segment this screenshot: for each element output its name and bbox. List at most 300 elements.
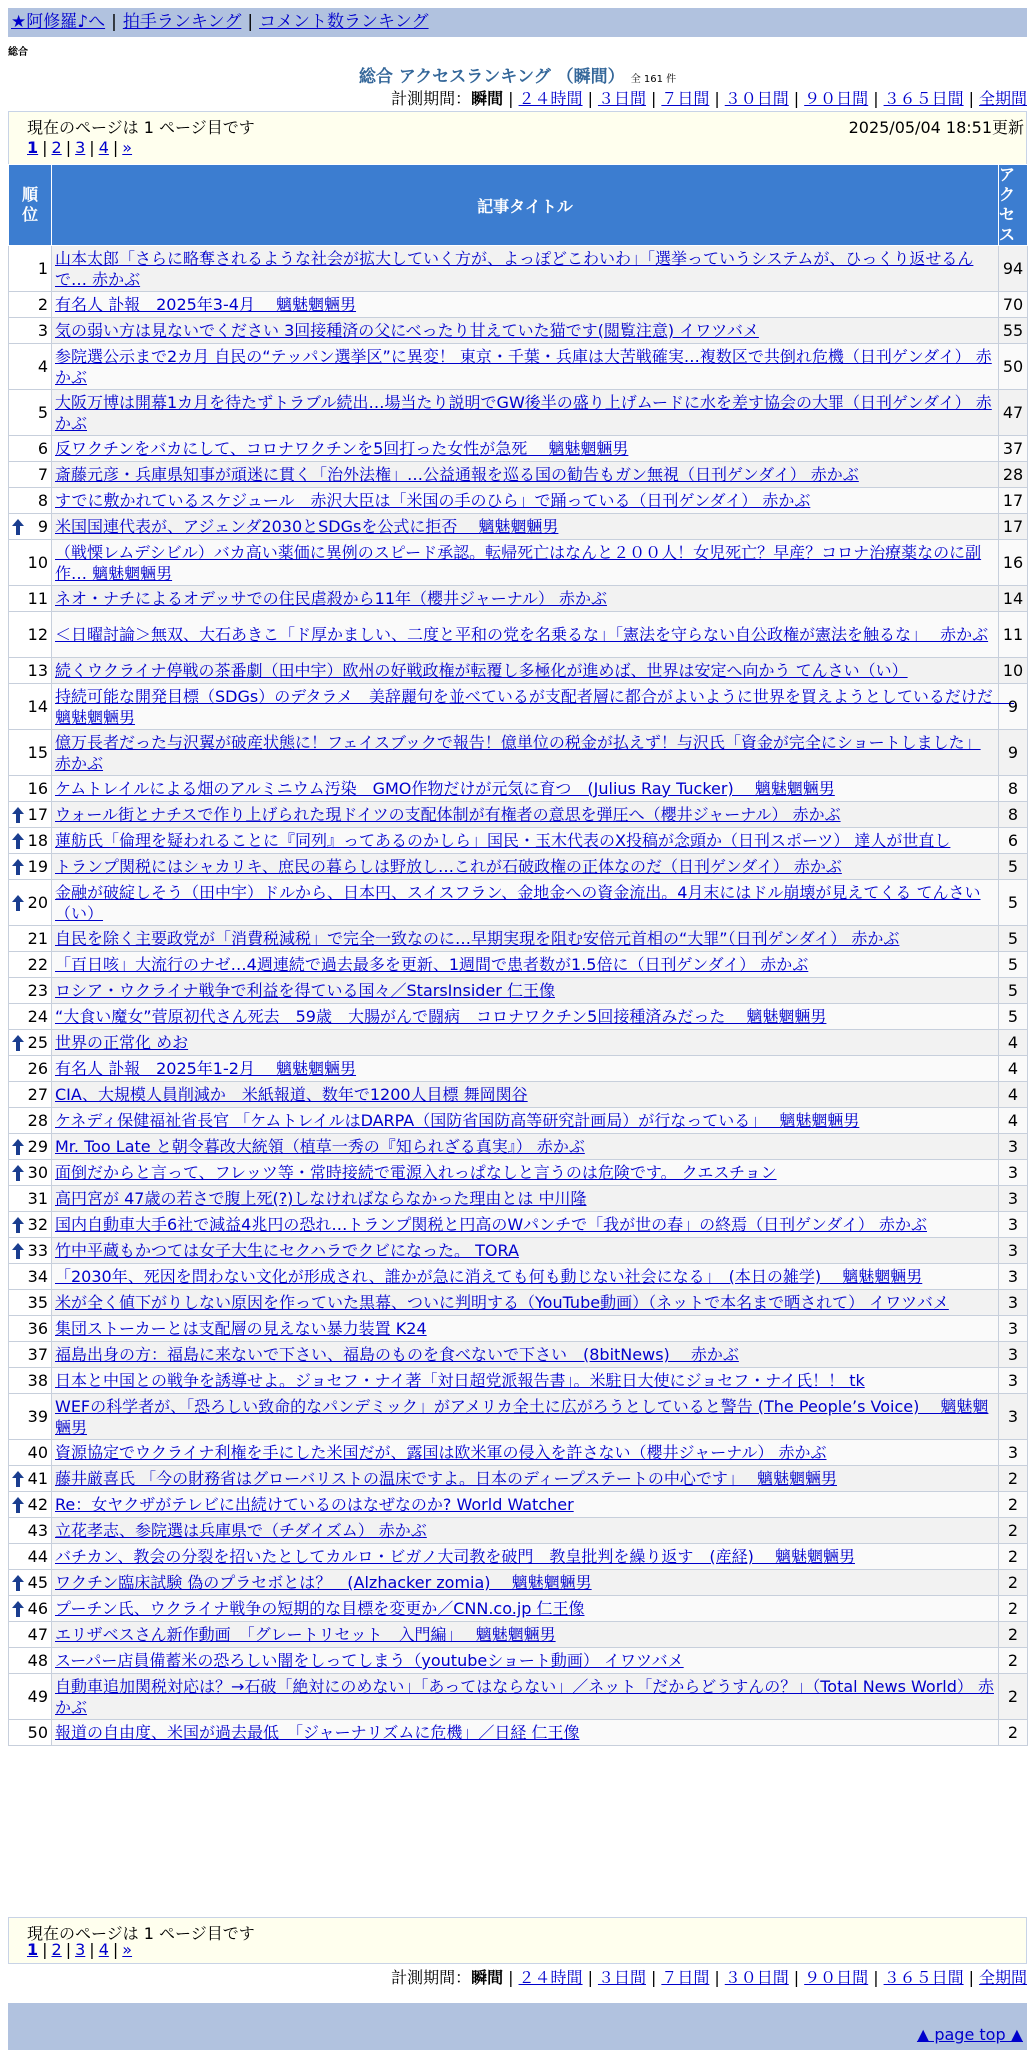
page-separator: |: [65, 138, 72, 157]
article-link[interactable]: トランプ関税にはシャカリキ、庶民の暮らしは野放し…これが石破政権の正体なのだ（日刊ゲンダイ） 赤かぶ: [55, 857, 842, 876]
article-link[interactable]: 「2030年、死因を問わない文化が形成され、誰かが急に消えても何も動じない社会になる」 (本日の雑学) 魑魅魍魎男: [55, 1267, 923, 1286]
pagination-top: [8, 111, 1027, 166]
table-row: [9, 436, 1028, 462]
rank-number: 45: [27, 1573, 48, 1592]
rank-number: 34: [27, 1267, 48, 1286]
access-count: 14: [999, 586, 1028, 612]
title-cell: [52, 1648, 999, 1674]
rank-column-header: 順位: [9, 165, 52, 246]
rank-number: 21: [27, 929, 48, 948]
access-count: 3: [999, 1212, 1028, 1238]
rank-up-arrow-icon: [12, 1575, 24, 1591]
title-cell: [52, 1596, 999, 1622]
page-link[interactable]: 4: [98, 138, 109, 157]
table-row: [9, 658, 1028, 684]
page-title: [8, 62, 1027, 87]
title-cell: [52, 1212, 999, 1238]
current-page-text: 現在のページは 1 ページ目です: [27, 1924, 255, 1943]
title-cell: [52, 854, 999, 880]
rank-cell: [9, 462, 52, 488]
rank-number: 18: [27, 831, 48, 850]
article-link[interactable]: 有名人 訃報 2025年1-2月 魑魅魍魎男: [55, 1059, 357, 1078]
rank-number: 23: [27, 981, 48, 1000]
period-separator: |: [714, 89, 720, 108]
rank-number: 42: [27, 1495, 48, 1514]
comment-ranking-link[interactable]: コメント数ランキング: [259, 12, 429, 32]
rank-cell: [9, 1342, 52, 1368]
access-count: 3: [999, 1342, 1028, 1368]
rank-cell: [9, 292, 52, 318]
article-link[interactable]: 藤井厳喜氏 「今の財務省はグローバリストの温床ですよ。日本のディープステートの中心です」 魑魅魍魎男: [55, 1469, 838, 1488]
page-link[interactable]: 3: [75, 1940, 86, 1959]
period-selector-top: [391, 86, 1027, 109]
table-row: [9, 952, 1028, 978]
table-row: [9, 1720, 1028, 1746]
rank-cell: [9, 540, 52, 586]
title-cell: [52, 540, 999, 586]
period-separator: |: [968, 89, 974, 108]
period-link[interactable]: ７日間: [661, 1968, 710, 1987]
article-link[interactable]: 自民を除く主要政党が「消費税減税」で完全一致なのに…早期実現を阻む安倍元首相の“大罪”（日刊ゲンダイ） 赤かぶ: [55, 929, 900, 948]
pagination-bottom: [8, 1917, 1027, 1964]
period-link[interactable]: 全期間: [978, 1968, 1027, 1987]
article-link[interactable]: 集団ストーカーとは支配層の見えない暴力装置 K24: [55, 1319, 427, 1338]
table-row: [9, 828, 1028, 854]
title-cell: [52, 1238, 999, 1264]
access-count: 2: [999, 1492, 1028, 1518]
article-link[interactable]: 面倒だからと言って、フレッツ等・常時接続で電源入れっぱなしと言うのは危険です。 クエスチョン: [55, 1163, 777, 1182]
table-row: [9, 1134, 1028, 1160]
article-link[interactable]: 大阪万博は開幕1カ月を待たずトラブル続出…場当たり説明でGW後半の盛り上げムードに水を差す協会の大罪（日刊ゲンダイ） 赤かぶ: [55, 392, 992, 433]
rank-number: 14: [27, 697, 48, 716]
access-count: 5: [999, 880, 1028, 926]
access-count: 47: [999, 390, 1028, 436]
article-link[interactable]: 米国国連代表が、アジェンダ2030とSDGsを公式に拒否 魑魅魍魎男: [55, 517, 559, 536]
table-row: [9, 1290, 1028, 1316]
rank-number: 4: [37, 357, 48, 376]
access-count: 5: [999, 952, 1028, 978]
rank-number: 1: [37, 259, 48, 278]
rank-number: 25: [27, 1033, 48, 1052]
page-link[interactable]: 2: [51, 138, 62, 157]
period-link[interactable]: ３０日間: [724, 1968, 789, 1987]
rank-cell: [9, 1596, 52, 1622]
total-count: 全 161 件: [630, 74, 677, 85]
access-count: 5: [999, 1004, 1028, 1030]
rank-number: 20: [27, 893, 48, 912]
article-link[interactable]: スーパー店員備蓄米の恐ろしい闇をしってしまう（youtubeショート動画） イワツバメ: [55, 1651, 684, 1670]
table-row: [9, 1004, 1028, 1030]
article-link[interactable]: 斎藤元彦・兵庫県知事が頑迷に貫く「治外法権」…公益通報を巡る国の勧告もガン無視（日刊ゲンダイ） 赤かぶ: [55, 465, 859, 484]
period-link[interactable]: ２４時間: [518, 89, 583, 108]
rank-cell: [9, 1492, 52, 1518]
title-cell: [52, 1056, 999, 1082]
period-separator: |: [793, 89, 800, 108]
title-cell: [52, 1030, 999, 1056]
rank-cell: [9, 318, 52, 344]
access-count: 70: [999, 292, 1028, 318]
title-cell: [52, 246, 999, 292]
rank-number: 46: [27, 1599, 48, 1618]
table-row: [9, 730, 1028, 776]
table-row: [9, 776, 1028, 802]
page-link[interactable]: 3: [75, 138, 86, 157]
access-count: 2: [999, 1622, 1028, 1648]
table-row: [9, 1082, 1028, 1108]
ranking-table: [8, 164, 1028, 1746]
ranking-title: 総合 アクセスランキング （瞬間）: [358, 67, 625, 87]
period-link[interactable]: ９０日間: [804, 89, 869, 108]
access-count: 5: [999, 926, 1028, 952]
article-link[interactable]: ケネディ保健福祉省長官 「ケムトレイルはDARPA（国防省国防高等研究計画局）が行なっている」 魑魅魍魎男: [55, 1111, 860, 1130]
title-cell: [52, 776, 999, 802]
nav-separator: |: [111, 12, 117, 32]
table-row: [9, 246, 1028, 292]
access-count: 3: [999, 1134, 1028, 1160]
page-link[interactable]: 2: [51, 1940, 62, 1959]
title-cell: [52, 1108, 999, 1134]
article-link[interactable]: 世界の正常化 めお: [55, 1033, 189, 1052]
rank-number: 33: [27, 1241, 48, 1260]
table-row: [9, 1212, 1028, 1238]
title-cell: [52, 1544, 999, 1570]
article-link[interactable]: 反ワクチンをバカにして、コロナワクチンを5回打った女性が急死 魑魅魍魎男: [55, 439, 629, 458]
access-count: 28: [999, 462, 1028, 488]
table-row: [9, 1648, 1028, 1674]
period-current: 瞬間: [471, 89, 504, 108]
page-links: [27, 138, 132, 157]
article-link[interactable]: Mr. Too Late と朝令暮改大統領（植草一秀の『知られざる真実』） 赤かぶ: [55, 1137, 585, 1156]
title-cell: [52, 952, 999, 978]
access-count: 3: [999, 1238, 1028, 1264]
rank-number: 28: [27, 1111, 48, 1130]
article-link[interactable]: ネオ・ナチによるオデッサでの住民虐殺から11年（櫻井ジャーナル） 赤かぶ: [55, 589, 608, 608]
period-separator: |: [587, 89, 593, 108]
rank-number: 32: [27, 1215, 48, 1234]
page-link[interactable]: 4: [98, 1940, 109, 1959]
period-link[interactable]: ７日間: [661, 89, 710, 108]
table-row: [9, 1368, 1028, 1394]
rank-number: 12: [27, 625, 48, 644]
rank-up-arrow-icon: [12, 1217, 24, 1233]
page-separator: |: [42, 1940, 48, 1959]
access-count: 10: [999, 658, 1028, 684]
rank-cell: [9, 1212, 52, 1238]
title-cell: [52, 462, 999, 488]
article-link[interactable]: Re：女ヤクザがテレビに出続けているのはなぜなのか? World Watcher: [55, 1495, 574, 1514]
rank-cell: [9, 952, 52, 978]
article-link[interactable]: 福島出身の方：福島に来ないで下さい、福島のものを食べないで下さい (8bitNews) 赤かぶ: [55, 1345, 739, 1364]
rank-number: 6: [37, 439, 48, 458]
access-count: 16: [999, 540, 1028, 586]
article-link[interactable]: 国内自動車大手6社で減益4兆円の恐れ…トランプ関税と円高のWパンチで「我が世の春」の終焉（日刊ゲンダイ） 赤かぶ: [55, 1215, 927, 1234]
rank-up-arrow-icon: [12, 895, 24, 911]
page-separator: |: [112, 1940, 119, 1959]
article-link[interactable]: 続くウクライナ停戦の茶番劇（田中宇）欧州の好戦政権が転覆し多極化が進めば、世界は安定へ向かう てんさい（い）: [55, 661, 908, 680]
period-separator: |: [508, 1968, 514, 1987]
clap-ranking-link[interactable]: 拍手ランキング: [122, 12, 242, 32]
article-link[interactable]: 報道の自由度、米国が過去最低 「ジャーナリズムに危機」／日経 仁王像: [55, 1723, 580, 1742]
access-count: 50: [999, 344, 1028, 390]
title-cell: [52, 292, 999, 318]
table-row: [9, 1466, 1028, 1492]
page-separator: |: [89, 1940, 95, 1959]
title-cell: [52, 1004, 999, 1030]
rank-cell: [9, 1622, 52, 1648]
updated-timestamp: 2025/05/04 18:51更新: [848, 118, 1024, 137]
rank-cell: [9, 1440, 52, 1466]
title-cell: [52, 1394, 999, 1440]
rank-number: 3: [37, 321, 48, 340]
rank-cell: [9, 1466, 52, 1492]
article-link[interactable]: ＜日曜討論＞無双、大石あきこ「ド厚かましい、二度と平和の党を名乗るな」「憲法を守らない自公政権が憲法を触るな」 赤かぶ: [55, 625, 989, 644]
article-link[interactable]: 参院選公示まで2カ月 自民の“テッパン選挙区”に異変！ 東京・千葉・兵庫は大苦戦確実…複数区で共倒れ危機（日刊ゲンダイ） 赤かぶ: [55, 346, 992, 387]
article-link[interactable]: すでに敷かれているスケジュール 赤沢大臣は「米国の手のひら」で踊っている（日刊ゲンダイ） 赤かぶ: [55, 491, 811, 510]
access-count: 17: [999, 514, 1028, 540]
article-link[interactable]: 気の弱い方は見ないでください 3回接種済の父にべったり甘えていた猫です(閲覧注意) イワツバメ: [55, 321, 759, 340]
rank-up-arrow-icon: [12, 859, 24, 875]
article-link[interactable]: プーチン氏、ウクライナ戦争の短期的な目標を変更か／CNN.co.jp 仁王像: [55, 1599, 585, 1618]
title-cell: [52, 1492, 999, 1518]
table-row: [9, 926, 1028, 952]
access-count: 5: [999, 978, 1028, 1004]
article-link[interactable]: 「百日咳」大流行のナゼ…4週連続で過去最多を更新、1週間で患者数が1.5倍に（日刊ゲンダイ） 赤かぶ: [55, 955, 809, 974]
rank-number: 24: [27, 1007, 48, 1026]
access-count: 37: [999, 436, 1028, 462]
article-link[interactable]: WEFの科学者が、「恐ろしい致命的なパンデミック」がアメリカ全土に広がろうとしていると警告 (The People’s Voice) 魑魅魍魎男: [55, 1396, 989, 1437]
title-cell: [52, 612, 999, 658]
title-column-header: 記事タイトル: [52, 165, 999, 246]
page-separator: |: [65, 1940, 72, 1959]
table-row: [9, 292, 1028, 318]
table-row: [9, 1622, 1028, 1648]
access-count: 8: [999, 776, 1028, 802]
article-link[interactable]: 金融が破綻しそう（田中宇）ドルから、日本円、スイスフラン、金地金への資金流出。4月末にはドル崩壊が見えてくる てんさい（い）: [55, 882, 981, 923]
table-row: [9, 854, 1028, 880]
table-row: [9, 1056, 1028, 1082]
rank-number: 47: [27, 1625, 48, 1644]
next-page-link[interactable]: »: [122, 138, 133, 157]
period-separator: |: [650, 1968, 657, 1987]
page-separator: |: [89, 138, 95, 157]
article-link[interactable]: 山本太郎「さらに略奪されるような社会が拡大していく方が、よっぽどこわいわ」「選挙っていうシステムが、ひっくり返せるんで… 赤かぶ: [55, 248, 974, 289]
access-count: 3: [999, 1394, 1028, 1440]
footer-bar: [8, 2003, 1027, 2050]
access-count: 55: [999, 318, 1028, 344]
rank-cell: [9, 730, 52, 776]
article-link[interactable]: 資源協定でウクライナ利権を手にした米国だが、露国は欧米軍の侵入を許さない（櫻井ジャーナル） 赤かぶ: [55, 1443, 827, 1462]
article-link[interactable]: ワクチン臨床試験 偽のプラセボとは？ (Alzhacker zomia) 魑魅魍魎男: [55, 1573, 592, 1592]
table-row: [9, 978, 1028, 1004]
page-link-current[interactable]: 1: [27, 1940, 39, 1959]
rank-number: 15: [27, 743, 48, 762]
rank-cell: [9, 1648, 52, 1674]
table-row: [9, 1492, 1028, 1518]
title-cell: [52, 1186, 999, 1212]
table-row: [9, 1108, 1028, 1134]
title-cell: [52, 1160, 999, 1186]
rank-cell: [9, 828, 52, 854]
rank-cell: [9, 1290, 52, 1316]
access-count: 94: [999, 246, 1028, 292]
category-label: 総合: [8, 47, 28, 58]
rank-number: 44: [27, 1547, 48, 1566]
rank-cell: [9, 926, 52, 952]
article-link[interactable]: 高円宮が 47歳の若さで腹上死(?)しなければならなかった理由とは 中川隆: [55, 1189, 587, 1208]
article-link[interactable]: 立花孝志、参院選は兵庫県で（チダイズム） 赤かぶ: [55, 1521, 427, 1540]
rank-cell: [9, 880, 52, 926]
article-link[interactable]: 蓮舫氏「倫理を疑われることに『同列』ってあるのかしら」国民・玉木代表のX投稿が念頭か（日刊スポーツ） 達人が世直し: [55, 831, 951, 850]
rank-number: 39: [27, 1407, 48, 1426]
rank-number: 48: [27, 1651, 48, 1670]
rank-number: 17: [27, 805, 48, 824]
period-label: 計測期間：: [391, 89, 472, 108]
current-page-text: 現在のページは 1 ページ目です: [27, 118, 255, 137]
access-count: 3: [999, 1368, 1028, 1394]
title-cell: [52, 488, 999, 514]
rank-cell: [9, 514, 52, 540]
period-link[interactable]: 全期間: [978, 89, 1027, 108]
title-cell: [52, 1674, 999, 1720]
rank-cell: [9, 1570, 52, 1596]
article-link[interactable]: 億万長者だった与沢翼が破産状態に！フェイスブックで報告！億単位の税金が払えず！与沢氏「資金が完全にショートしました」 赤かぶ: [55, 732, 981, 773]
rank-up-arrow-icon: [12, 1601, 24, 1617]
table-row: [9, 318, 1028, 344]
table-row: [9, 1160, 1028, 1186]
access-count: 3: [999, 1264, 1028, 1290]
table-row: [9, 1518, 1028, 1544]
article-link[interactable]: 竹中平蔵もかつては女子大生にセクハラでクビになった。 TORA: [55, 1241, 519, 1260]
rank-cell: [9, 1134, 52, 1160]
rank-number: 36: [27, 1319, 48, 1338]
rank-cell: [9, 1674, 52, 1720]
next-page-link[interactable]: »: [122, 1940, 133, 1959]
rank-cell: [9, 776, 52, 802]
period-current: 瞬間: [471, 1968, 504, 1987]
access-count: 3: [999, 1316, 1028, 1342]
rank-number: 2: [37, 295, 48, 314]
table-row: [9, 1342, 1028, 1368]
period-separator: |: [873, 1968, 879, 1987]
title-cell: [52, 344, 999, 390]
table-row: [9, 1316, 1028, 1342]
title-cell: [52, 926, 999, 952]
title-cell: [52, 880, 999, 926]
title-cell: [52, 586, 999, 612]
article-link[interactable]: CIA、大規模人員削減か 米紙報道、数年で1200人目標 舞岡関谷: [55, 1085, 528, 1104]
page-link-current[interactable]: 1: [27, 138, 39, 157]
rank-number: 7: [37, 465, 48, 484]
period-separator: |: [587, 1968, 593, 1987]
period-link[interactable]: ３０日間: [724, 89, 789, 108]
title-cell: [52, 390, 999, 436]
access-count: 5: [999, 854, 1028, 880]
article-link[interactable]: 米が全く値下がりしない原因を作っていた黒幕、ついに判明する（YouTube動画）（ネットで本名まで晒されて） イワツバメ: [55, 1293, 949, 1312]
rank-number: 8: [37, 491, 48, 510]
table-row: [9, 1186, 1028, 1212]
access-count: 3: [999, 1440, 1028, 1466]
article-link[interactable]: 日本と中国との戦争を誘導せよ。ジョセフ・ナイ著「対日超党派報告書」。米駐日大使にジョセフ・ナイ氏！！ tk: [55, 1371, 865, 1390]
title-cell: [52, 1518, 999, 1544]
home-link[interactable]: ★阿修羅♪へ: [11, 12, 106, 32]
rank-cell: [9, 1394, 52, 1440]
access-count: 11: [999, 612, 1028, 658]
article-link[interactable]: （戦慄レムデシビル）バカ高い薬価に異例のスピード承認。転帰死亡はなんと２００人！女児死亡？早産？コロナ治療薬なのに副作… 魑魅魍魎男: [55, 542, 982, 583]
rank-cell: [9, 1082, 52, 1108]
period-link[interactable]: ３６５日間: [883, 89, 964, 108]
table-row: [9, 344, 1028, 390]
rank-number: 37: [27, 1345, 48, 1364]
title-cell: [52, 1316, 999, 1342]
rank-number: 16: [27, 779, 48, 798]
article-link[interactable]: 持続可能な開発目標（SDGs）のデタラメ 美辞麗句を並べているが支配者層に都合がよいように世界を買えようとしているだけだ 魑魅魍魎男: [55, 686, 1015, 727]
rank-number: 35: [27, 1293, 48, 1312]
rank-cell: [9, 1056, 52, 1082]
rank-cell: [9, 586, 52, 612]
rank-up-arrow-icon: [12, 807, 24, 823]
article-link[interactable]: エリザベスさん新作動画 「グレートリセット 入門編」 魑魅魍魎男: [55, 1625, 556, 1644]
page-separator: |: [112, 138, 119, 157]
rank-number: 41: [27, 1469, 48, 1488]
page-top-link[interactable]: ▲ page top ▲: [916, 2025, 1023, 2044]
access-count: 9: [999, 730, 1028, 776]
top-nav-bar: [8, 8, 1027, 37]
rank-cell: [9, 344, 52, 390]
title-cell: [52, 730, 999, 776]
period-link[interactable]: ３６５日間: [883, 1968, 964, 1987]
period-link[interactable]: ２４時間: [518, 1968, 583, 1987]
title-cell: [52, 684, 1015, 730]
access-count: 2: [999, 1570, 1028, 1596]
article-link[interactable]: “大食い魔女”菅原初代さん死去 59歳 大腸がんで闘病 コロナワクチン5回接種済みだった 魑魅魍魎男: [55, 1007, 827, 1026]
article-link[interactable]: 有名人 訃報 2025年3-4月 魑魅魍魎男: [55, 295, 357, 314]
rank-up-arrow-icon: [12, 1243, 24, 1259]
period-link[interactable]: ３日間: [597, 1968, 646, 1987]
rank-number: 22: [27, 955, 48, 974]
rank-number: 11: [27, 589, 48, 608]
table-row: [9, 586, 1028, 612]
period-separator: |: [873, 89, 879, 108]
rank-cell: [9, 1518, 52, 1544]
rank-cell: [9, 1238, 52, 1264]
table-row: [9, 1238, 1028, 1264]
title-cell: [52, 1342, 999, 1368]
title-cell: [52, 1466, 999, 1492]
article-link[interactable]: ケムトレイルによる畑のアルミニウム汚染 GMO作物だけが元気に育つ (Julius Ray Tucker) 魑魅魍魎男: [55, 779, 835, 798]
access-count: 4: [999, 1030, 1028, 1056]
table-row: [9, 1544, 1028, 1570]
title-cell: [52, 1720, 999, 1746]
article-link[interactable]: ウォール街とナチスで作り上げられた現ドイツの支配体制が有権者の意思を弾圧へ（櫻井ジャーナル） 赤かぶ: [55, 805, 841, 824]
page-separator: |: [42, 138, 48, 157]
rank-number: 40: [27, 1443, 48, 1462]
access-column-header: アクセス: [999, 165, 1028, 246]
period-link[interactable]: ９０日間: [804, 1968, 869, 1987]
period-link[interactable]: ３日間: [597, 89, 646, 108]
rank-number: 31: [27, 1189, 48, 1208]
article-link[interactable]: バチカン、教会の分裂を招いたとしてカルロ・ビガノ大司教を破門 教皇批判を繰り返す (産経) 魑魅魍魎男: [55, 1547, 855, 1566]
table-row: [9, 684, 1028, 730]
period-separator: |: [714, 1968, 720, 1987]
title-cell: [52, 802, 999, 828]
access-count: 2: [999, 1544, 1028, 1570]
title-cell: [52, 1264, 999, 1290]
article-link[interactable]: ロシア・ウクライナ戦争で利益を得ている国々／StarsInsider 仁王像: [55, 981, 555, 1000]
rank-up-arrow-icon: [12, 1165, 24, 1181]
article-link[interactable]: 自動車追加関税対応は？→石破「絶対にのめない」「あってはならない」／ネット「だからどうすんの？」（Total News World） 赤かぶ: [55, 1676, 994, 1717]
rank-number: 30: [27, 1163, 48, 1182]
rank-cell: [9, 246, 52, 292]
